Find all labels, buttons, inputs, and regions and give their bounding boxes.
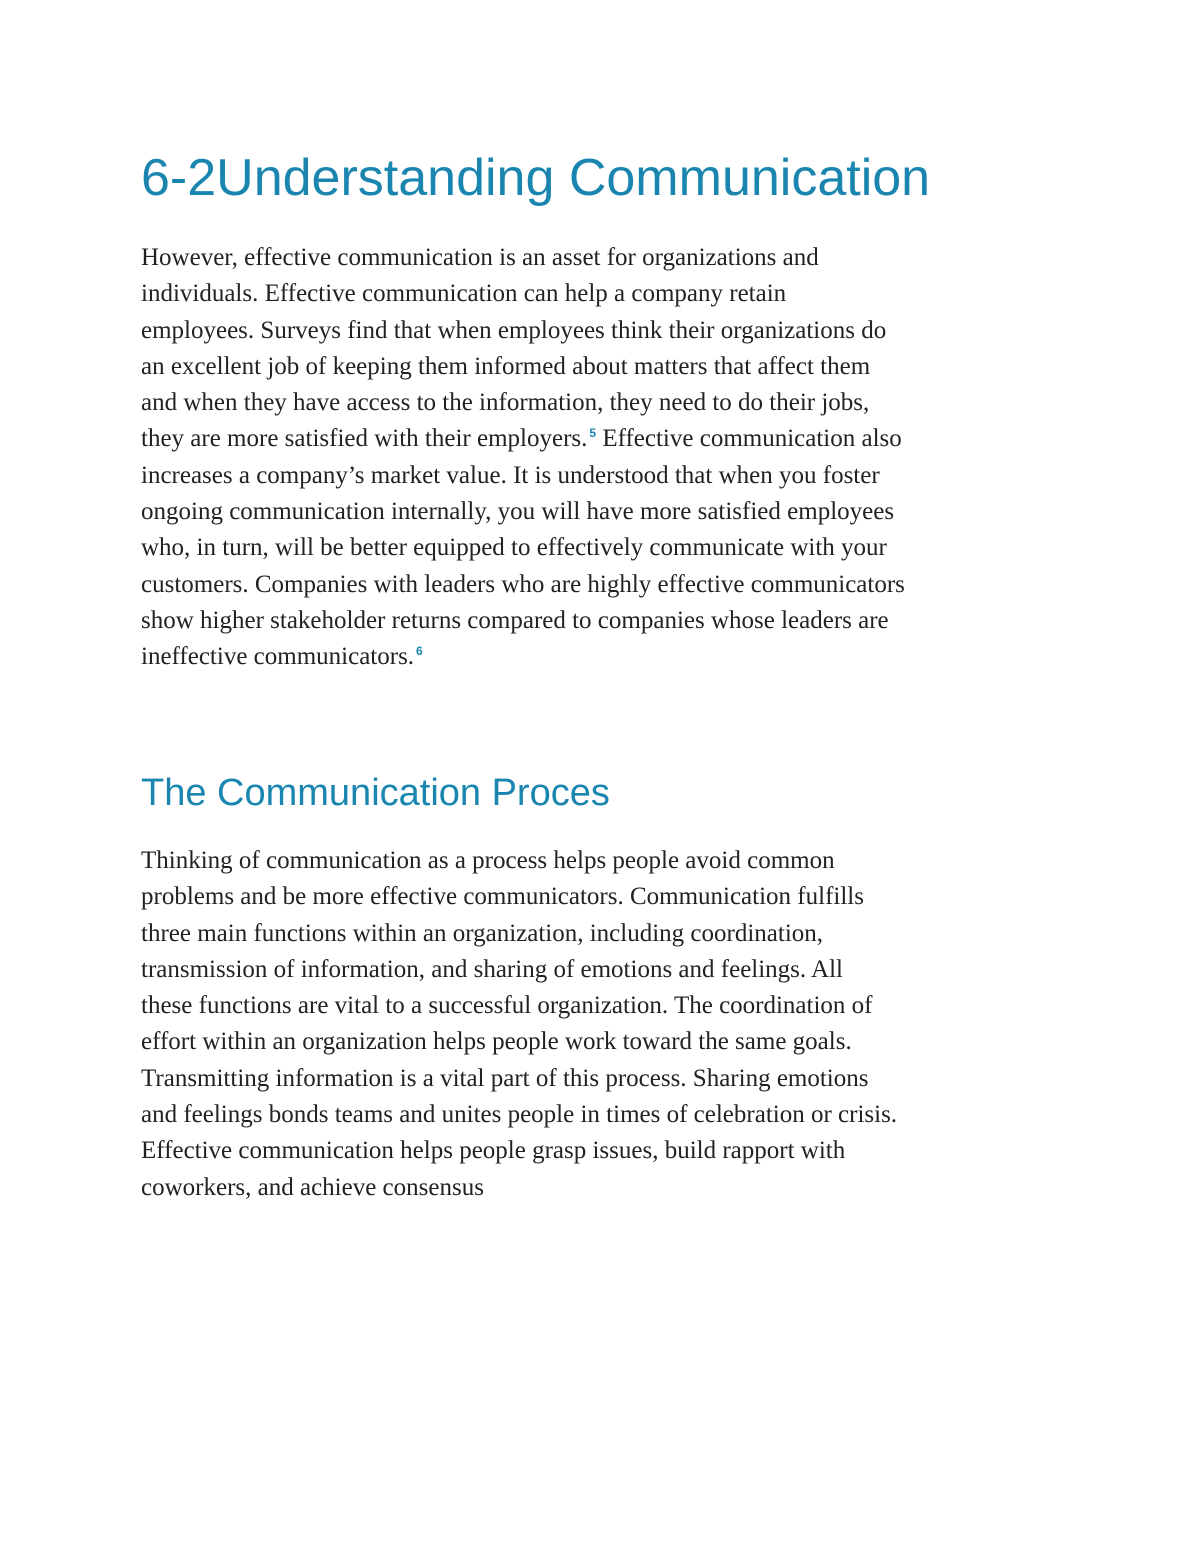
paragraph-line: who, in turn, will be better equipped to effectively communicate with your [141,534,887,562]
paragraph-line: individuals. Effective communication can help a company retain [141,280,787,308]
paragraph-line: Transmitting information is a vital part of this process. Sharing emotions [141,1064,869,1092]
paragraph-line: However, effective communication is an asset for organizations and [141,244,819,271]
line-text: Effective communication also [596,425,902,453]
paragraph-line: effort within an organization helps people work toward the same goals. [141,1028,852,1056]
paragraph-effective-communication [141,240,1071,676]
paragraph-line: and when they have access to the information, they need to do their jobs, [141,389,870,417]
paragraph-line: and feelings bonds teams and unites people in times of celebration or crisis. [141,1101,898,1129]
section-title-understanding-communication: 6-2Understanding Communication [141,149,931,207]
footnote-marker-5[interactable]: 5 [589,426,597,441]
line-text: they are more satisfied with their employers. [141,425,588,453]
section-title-communication-process: The Communication Proces [141,772,610,814]
paragraph-line: coworkers, and achieve consensus [141,1173,484,1201]
paragraph-line: ongoing communication internally, you will have more satisfied employees [141,498,895,526]
paragraph-line: employees. Surveys find that when employees think their organizations do [141,316,887,344]
paragraph-line: increases a company’s market value. It is understood that when you foster [141,461,880,489]
paragraph-line-with-footnote [141,421,1071,457]
paragraph-line: show higher stakeholder returns compared to companies whose leaders are [141,606,889,634]
paragraph-communication-process [141,843,1071,1206]
paragraph-line: customers. Companies with leaders who are highly effective communicators [141,570,905,598]
paragraph-line: Thinking of communication as a process helps people avoid common [141,847,835,874]
line-text: ineffective communicators. [141,643,415,671]
paragraph-line: Effective communication helps people grasp issues, build rapport with [141,1137,846,1165]
footnote-marker-6[interactable]: 6 [416,644,423,659]
paragraph-line: an excellent job of keeping them informed about matters that affect them [141,352,871,380]
paragraph-line: three main functions within an organization, including coordination, [141,919,824,947]
paragraph-line-with-footnote [141,639,1071,675]
paragraph-line: problems and be more effective communicators. Communication fulfills [141,883,864,911]
paragraph-line: these functions are vital to a successful organization. The coordination of [141,992,873,1020]
paragraph-line: transmission of information, and sharing of emotions and feelings. All [141,955,843,983]
